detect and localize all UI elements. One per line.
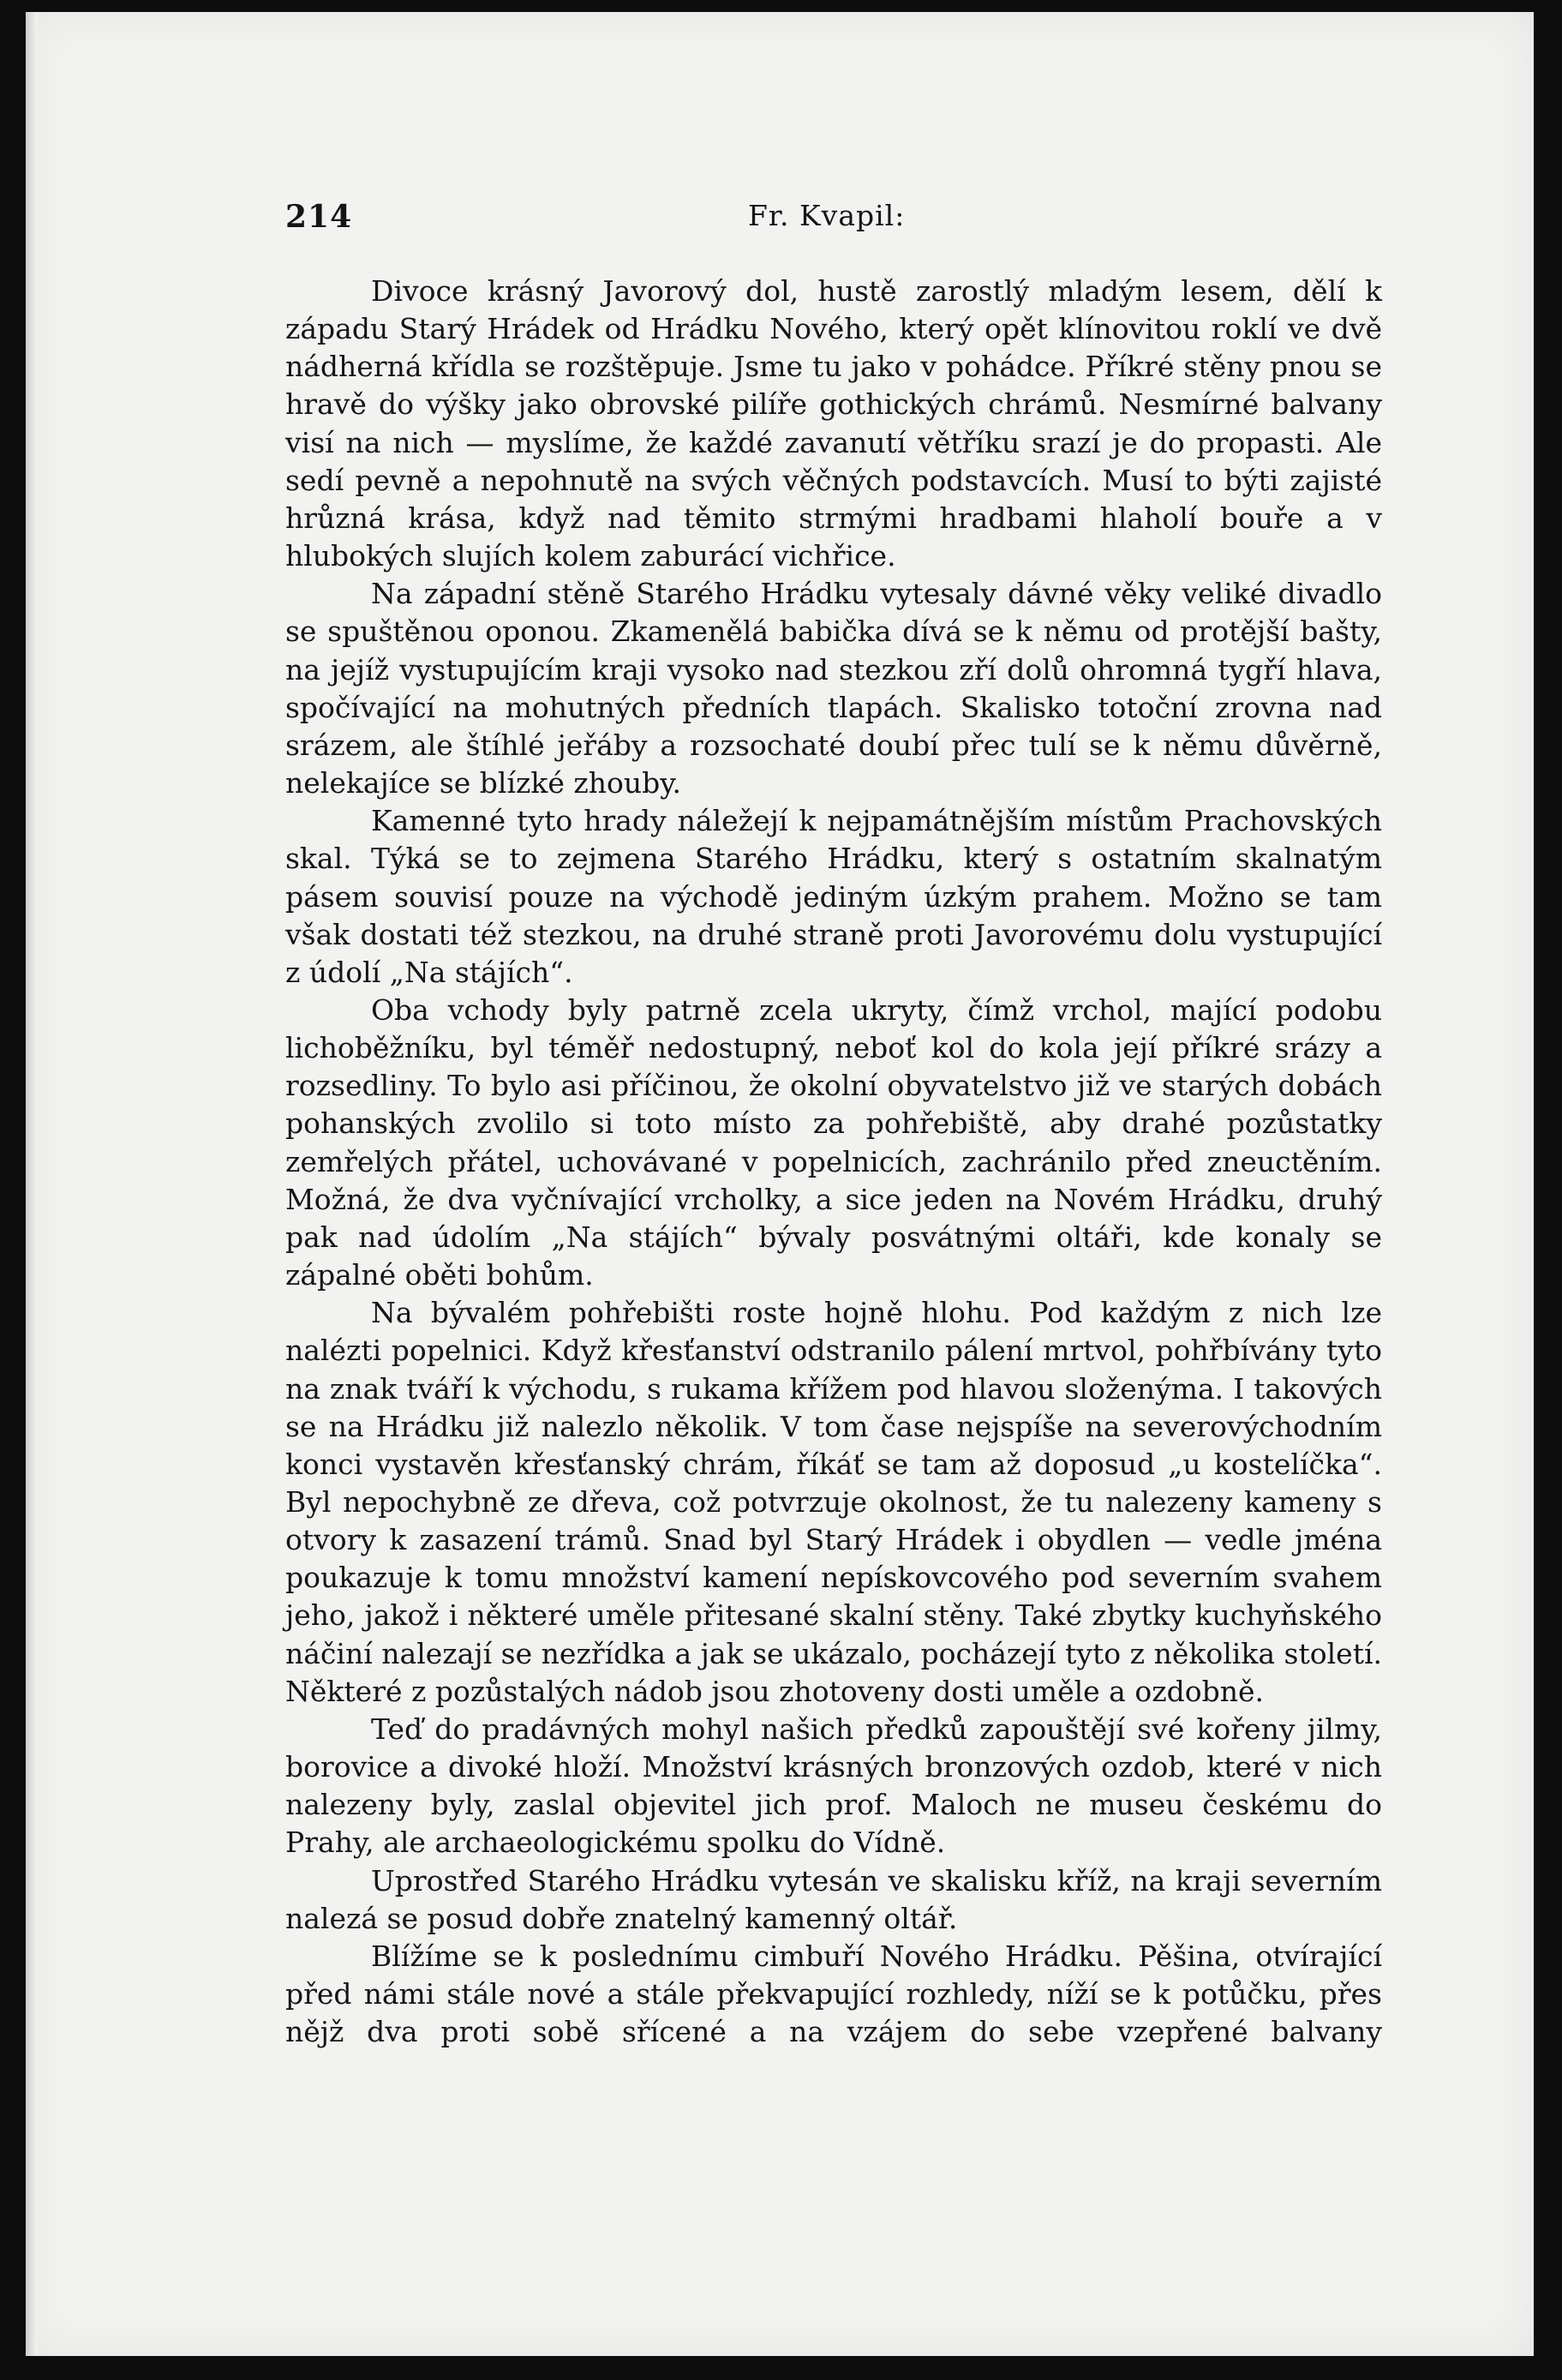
paragraph: Kamenné tyto hrady náležejí k nejpamátnějším místům Prachovských skal. Týká se to zejmena Starého Hrádku, který s ostatním skalnatým pásem souvisí pouze na východě jediným úzkým prahem. Možno se tam však dostati též stezkou, na druhé straně proti Javorovému dolu vystupující z údolí „Na stájích“. <box>285 804 1382 989</box>
paragraph: Na bývalém pohřebišti roste hojně hlohu. Pod každým z nich lze nalézti popelnici. Když křesťanství odstranilo pálení mrtvol, pohřbívány tyto na znak tváří k východu, s rukama křížem pod hlavou složenýma. I takových se na Hrádku již nalezlo několik. V tom čase nejspíše na severovýchodním konci vystavěn křesťanský chrám, říkáť se tam až doposud „u kostelíčka“. Byl nepochybně ze dřeva, což potvrzuje okolnost, že tu nalezeny kameny s otvory k zasazení trámů. Snad byl Starý Hrádek i obydlen — vedle jména poukazuje k tomu množství kamení nepískovcového pod severním svahem jeho, jakož i některé uměle přitesané skalní stěny. Také zbytky kuchyňského náčiní nalezají se nezřídka a jak se ukázalo, pocházejí tyto z několika století. Některé z pozůstalých nádob jsou zhotoveny dosti uměle a ozdobně. <box>285 1296 1382 1708</box>
paragraph: Oba vchody byly patrně zcela ukryty, čímž vrchol, mající podobu lichoběžníku, byl téměř nedostupný, neboť kol do kola její příkré srázy a rozsedliny. To bylo asi příčinou, že okolní obyvatelstvo již ve starých dobách pohanských zvolilo si toto místo za pohřebiště, aby drahé pozůstatky zemřelých přátel, uchovávané v popelnicích, zachránilo před zneuctěním. Možná, že dva vyčnívající vrcholky, a sice jeden na Novém Hrádku, druhý pak nad údolím „Na stájích“ bývaly posvátnými oltáři, kde konaly se zápalné oběti bohům. <box>285 992 1382 1292</box>
page-gutter-shadow <box>26 12 38 2356</box>
paragraph: Divoce krásný Javorový dol, hustě zarostlý mladým lesem, dělí k západu Starý Hrádek od Hrádku Nového, který opět klínovitou roklí ve dvě nádherná křídla se rozštěpuje. Jsme tu jako v pohádce. Příkré stěny pnou se hravě do výšky jako obrovské pilíře gothických chrámů. Nesmírné balvany visí na nich — myslíme, že každé zavanutí větříku srazí je do propasti. Ale sedí pevně a nepohnutě na svých věčných podstavcích. Musí to býti zajisté hrůzná krása, když nad těmito strmými hradbami hlaholí bouře a v hlubokých slujích kolem zaburácí vichřice. <box>285 274 1382 573</box>
paragraph: Blížíme se k poslednímu cimbuří Nového Hrádku. Pěšina, otvírající před námi stále nové a stále překvapující rozhledy, níží se k potůčku, přes nějž dva proti sobě sřícené a na vzájem do sebe vzepřené balvany <box>285 1939 1382 2049</box>
paragraph: Uprostřed Starého Hrádku vytesán ve skalisku kříž, na kraji severním nalezá se posud dobře znatelný kamenný oltář. <box>285 1863 1382 1935</box>
body-text <box>285 273 1382 2051</box>
page-number: 214 <box>285 199 353 235</box>
paragraph: Na západní stěně Starého Hrádku vytesaly dávné věky veliké divadlo se spuštěnou oponou. Zkamenělá babička dívá se k němu od protější bašty, na jejíž vystupujícím kraji vysoko nad stezkou zří dolů ohromná tygří hlava, spočívající na mohutných předních tlapách. Skalisko totoční zrovna nad srázem, ale štíhlé jeřáby a rozsochaté doubí přec tulí se k němu důvěrně, nelekajíce se blízké zhouby. <box>285 577 1382 800</box>
paragraph: Teď do pradávných mohyl našich předků zapouštějí své kořeny jilmy, borovice a divoké hloží. Množství krásných bronzových ozdob, které v nich nalezeny byly, zaslal objevitel jich prof. Maloch ne museu českému do Prahy, ale archaeologickému spolku do Vídně. <box>285 1712 1382 1860</box>
page-header <box>285 190 1382 242</box>
running-head: Fr. Kvapil: <box>748 199 906 232</box>
